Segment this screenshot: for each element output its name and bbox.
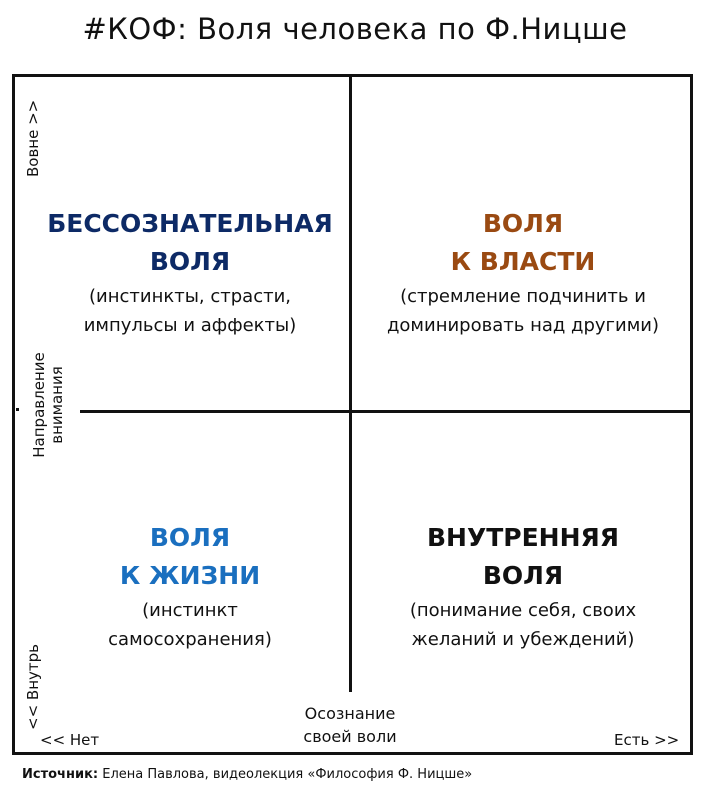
- quadrant-description: (понимание себя, своих желаний и убеждений): [409, 600, 637, 650]
- quadrant-description: (инстинкт самосохранения): [108, 600, 272, 650]
- quadrant-will-to-life: [30, 519, 350, 654]
- source-text: Елена Павлова, видеолекция «Философия Ф. Ницше»: [98, 767, 473, 782]
- axis-marker-dot: [16, 408, 19, 411]
- vertical-axis-bottom-label: << Внутрь: [24, 644, 42, 730]
- quadrant-unconscious-will: [30, 205, 350, 340]
- source-caption: [22, 767, 472, 782]
- quadrant-description: (инстинкты, страсти, импульсы и аффекты): [83, 286, 297, 336]
- horizontal-axis-right-label: Есть >>: [614, 731, 680, 749]
- source-label: Источник:: [22, 767, 99, 782]
- quadrant-will-to-power: [353, 205, 693, 340]
- quadrant-heading: ВОЛЯ К ВЛАСТИ: [450, 209, 596, 276]
- vertical-axis-top-label: Вовне >>: [24, 99, 42, 177]
- horizontal-axis-title: Осознание своей воли: [303, 704, 397, 746]
- quadrant-description: (стремление подчинить и доминировать над другими): [386, 286, 660, 336]
- quadrant-heading: ВНУТРЕННЯЯ ВОЛЯ: [426, 523, 620, 590]
- quadrant-heading: БЕССОЗНАТЕЛЬНАЯ ВОЛЯ: [47, 209, 333, 276]
- vertical-axis-title: Направление внимания: [30, 352, 66, 458]
- page-title: #КОФ: Воля человека по Ф.Ницше: [82, 12, 628, 46]
- quadrant-inner-will: [353, 519, 693, 654]
- horizontal-axis-line: [80, 410, 693, 413]
- quadrant-heading: ВОЛЯ К ЖИЗНИ: [119, 523, 261, 590]
- horizontal-axis-left-label: << Нет: [40, 731, 100, 749]
